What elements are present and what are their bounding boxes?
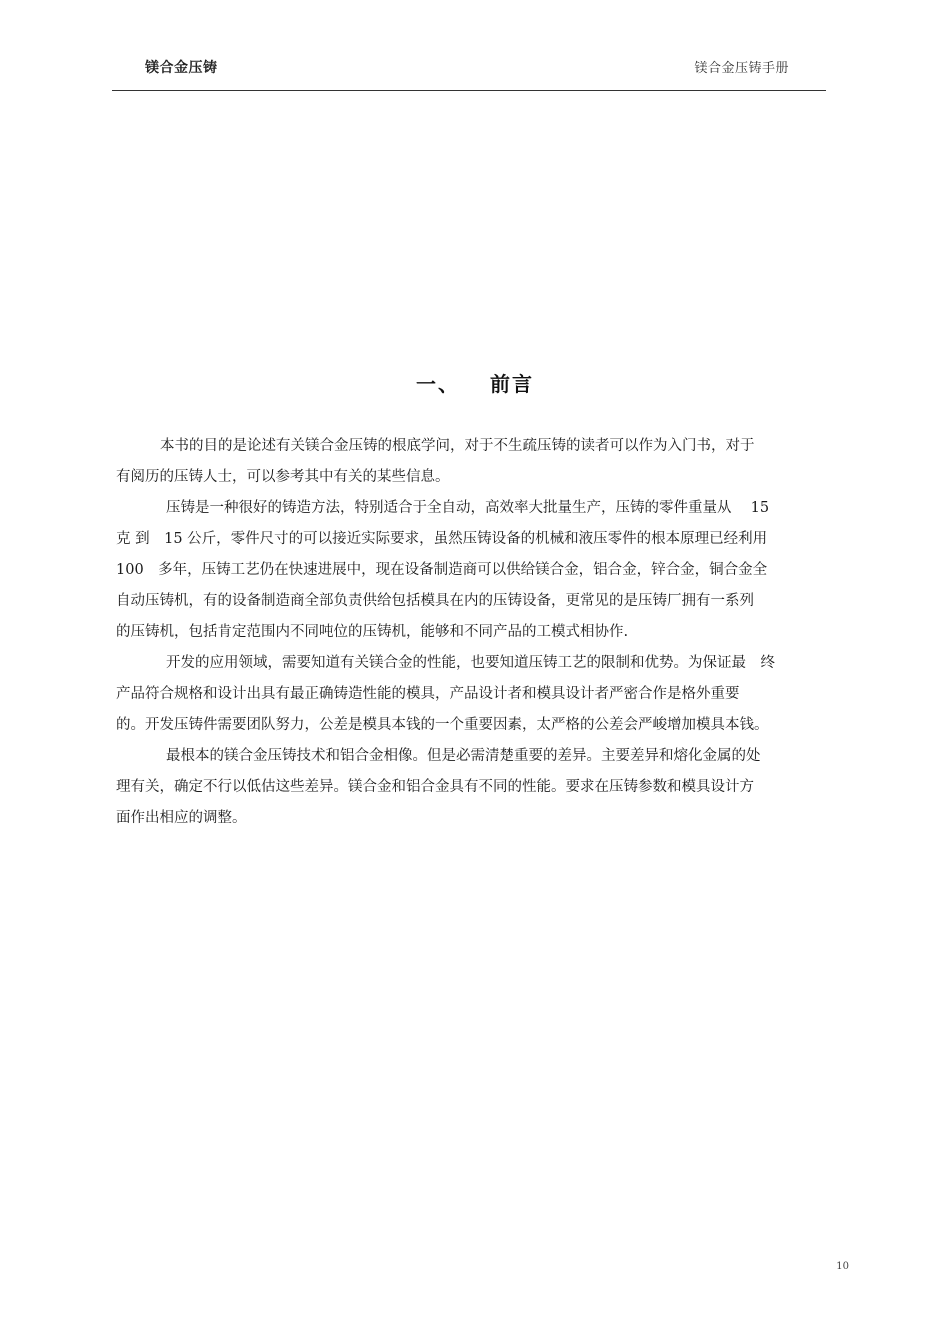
- paragraph-line: 理有关，确定不行以低估这些差异。镁合金和铝合金具有不同的性能。要求在压铸参数和模具设计方: [116, 779, 754, 795]
- chapter-title-text: 前言: [490, 372, 534, 396]
- chapter-number: 一、: [416, 372, 460, 396]
- header-left-title: 镁合金压铸: [145, 60, 218, 76]
- paragraph-line: 自动压铸机，有的设备制造商全部负责供给包括模具在内的压铸设备，更常见的是压铸厂拥有一系列: [116, 593, 754, 609]
- header-right-title: 镁合金压铸手册: [694, 61, 789, 76]
- page-number: 10: [836, 1261, 849, 1272]
- body-text: [116, 431, 860, 834]
- paragraph-line: 开发的应用领域，需要知道有关镁合金的性能，也要知道压铸工艺的限制和优势。为保证最 终: [166, 655, 775, 671]
- paragraph-line: 有阅历的压铸人士，可以参考其中有关的某些信息。: [116, 469, 450, 485]
- paragraph-line: 的。开发压铸件需要团队努力，公差是模具本钱的一个重要因素，太严格的公差会严峻增加模具本钱。: [116, 717, 769, 733]
- paragraph-line: 压铸是一种很好的铸造方法，特别适合于全自动，高效率大批量生产，压铸的零件重量从 15: [166, 500, 770, 516]
- paragraph-1: [116, 431, 860, 493]
- paragraph-line: 最根本的镁合金压铸技术和铝合金相像。但是必需清楚重要的差异。主要差异和熔化金属的处: [166, 748, 761, 764]
- paragraph-line: 本书的目的是论述有关镁合金压铸的根底学问，对于不生疏压铸的读者可以作为入门书，对于: [160, 438, 755, 454]
- paragraph-line: 100 多年，压铸工艺仍在快速进展中，现在设备制造商可以供给镁合金，铝合金，锌合金，铜合金全: [116, 562, 768, 578]
- paragraph-2: [116, 493, 860, 648]
- header-divider: [112, 90, 826, 91]
- paragraph-line: 面作出相应的调整。: [116, 810, 247, 826]
- paragraph-4: [116, 741, 860, 834]
- chapter-title: [0, 368, 950, 397]
- paragraph-line: 的压铸机，包括肯定范围内不同吨位的压铸机，能够和不同产品的工模式相协作.: [116, 624, 629, 640]
- paragraph-line: 产品符合规格和设计出具有最正确铸造性能的模具，产品设计者和模具设计者严密合作是格外重要: [116, 686, 740, 702]
- paragraph-line: 克 到 15 公斤，零件尺寸的可以接近实际要求，虽然压铸设备的机械和液压零件的根本原理已经利用: [116, 531, 768, 547]
- paragraph-3: [116, 648, 860, 741]
